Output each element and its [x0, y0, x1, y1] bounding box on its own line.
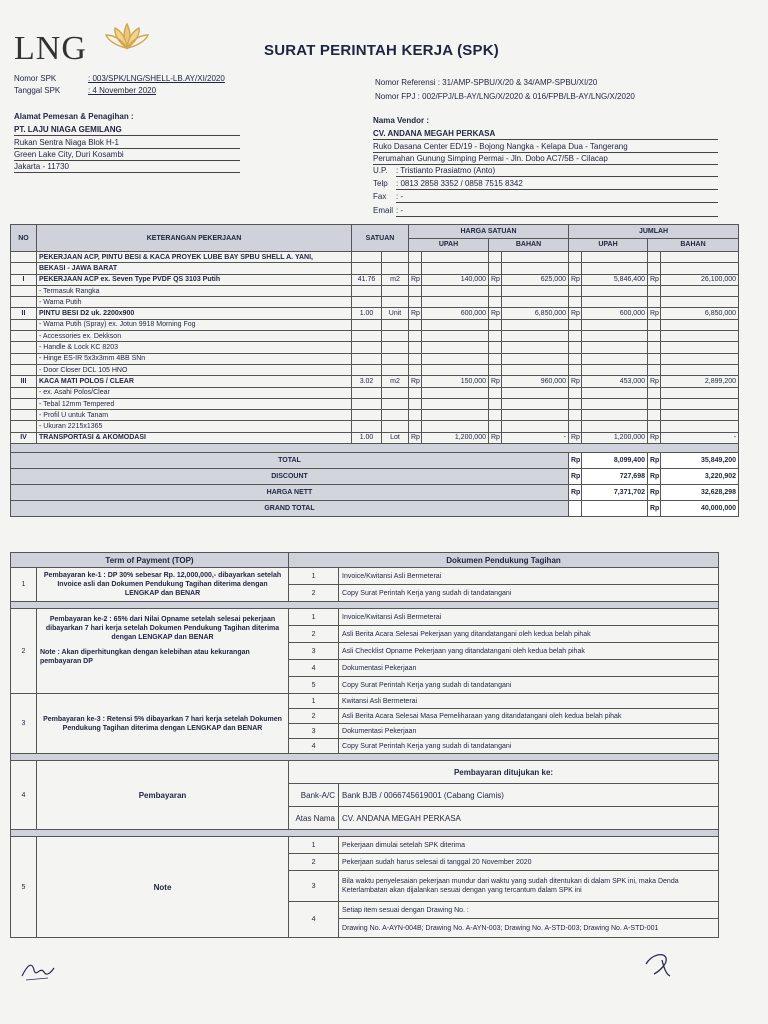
- cell-upah: 600,000: [422, 308, 489, 319]
- payment-destination-header: Pembayaran ditujukan ke:: [289, 761, 719, 784]
- cell-rp3: [569, 353, 582, 364]
- note-item: Drawing No. A-AYN-004B; Drawing No. A-AYN-003; Drawing No. A-STD-003; Drawing No. A-STD-001: [339, 919, 719, 938]
- vendor-signature-icon: [640, 950, 680, 980]
- cell-upah: 150,000: [422, 376, 489, 387]
- total-rp3: [569, 501, 582, 517]
- top-number: 1: [11, 568, 37, 602]
- total-label: HARGA NETT: [11, 485, 569, 501]
- dokumen-item: Kwitansi Asli Bermeterai: [339, 694, 719, 709]
- cell-no: [11, 398, 37, 409]
- cell-qty: [352, 331, 382, 342]
- cell-upah: [422, 364, 489, 375]
- cell-bahan: [502, 410, 569, 421]
- cell-desc: PEKERJAAN ACP ex. Seven Type PVDF QS 3103 Putih: [37, 274, 352, 285]
- table-row: [11, 410, 739, 421]
- cell-rp3: Rp: [569, 274, 582, 285]
- lotus-logo-icon: [102, 22, 152, 50]
- atas-nama-label: Atas Nama: [289, 807, 339, 830]
- cell-rp4: [648, 285, 661, 296]
- cell-upah: [422, 398, 489, 409]
- cell-bahan: 960,000: [502, 376, 569, 387]
- cell-rp2: Rp: [489, 274, 502, 285]
- cell-rp4: [648, 319, 661, 330]
- bank-value: Bank BJB / 0066745619001 (Cabang Ciamis): [339, 784, 719, 807]
- cell-rp2: Rp: [489, 432, 502, 443]
- vendor-label: Nama Vendor :: [373, 116, 430, 125]
- col-jumlah-upah-header: UPAH: [569, 238, 648, 252]
- table-row: [11, 387, 739, 398]
- col-jumlah-header: JUMLAH: [569, 225, 739, 239]
- cell-unit: [382, 364, 409, 375]
- total-row: [11, 501, 739, 517]
- cell-jbahan: [661, 342, 739, 353]
- cell-rp1: [409, 387, 422, 398]
- cell-rp1: [409, 342, 422, 353]
- cell-rp3: [569, 331, 582, 342]
- total-row: [11, 453, 739, 469]
- cell-no: [11, 319, 37, 330]
- cell-bahan: [502, 285, 569, 296]
- cell-desc: - Warna Putih (Spray) ex. Jotun 9918 Morning Fog: [37, 319, 352, 330]
- cell-rp3: [569, 297, 582, 308]
- table-row: [11, 319, 739, 330]
- cell-rp3: [569, 285, 582, 296]
- cell-qty: [352, 398, 382, 409]
- cell-qty: [352, 410, 382, 421]
- col-satuan-header: SATUAN: [352, 225, 409, 252]
- cell-desc: - Profil U untuk Tanam: [37, 410, 352, 421]
- section-number: 5: [11, 837, 37, 938]
- cell-qty: [352, 319, 382, 330]
- cell-jupah: [582, 398, 648, 409]
- nomor-spk-label: Nomor SPK: [14, 74, 57, 83]
- cell-rp2: [489, 410, 502, 421]
- total-rp4: Rp: [648, 453, 661, 469]
- cell-rp1: [409, 398, 422, 409]
- total-jupah: [582, 501, 648, 517]
- section-number: 4: [11, 761, 37, 830]
- total-jbahan: 35,849,200: [661, 453, 739, 469]
- cell-jupah: [582, 285, 648, 296]
- nomor-fpj: Nomor FPJ : 002/FPJ/LB-AY/LNG/X/2020 & 016/FPB/LB-AY/LNG/X/2020: [375, 92, 635, 101]
- total-label: TOTAL: [11, 453, 569, 469]
- cell-upah: [422, 319, 489, 330]
- cell-bahan: [502, 342, 569, 353]
- total-row: [11, 485, 739, 501]
- cell-rp4: [648, 342, 661, 353]
- total-jupah: 727,698: [582, 469, 648, 485]
- cell-bahan: [502, 353, 569, 364]
- company-logo: LNG: [14, 30, 87, 67]
- cell-qty: 3.02: [352, 376, 382, 387]
- cell-unit: [382, 297, 409, 308]
- total-rp4: Rp: [648, 469, 661, 485]
- cell-bahan: [502, 331, 569, 342]
- table-row: [11, 353, 739, 364]
- total-rp3: Rp: [569, 485, 582, 501]
- cell-rp4: [648, 353, 661, 364]
- total-rp3: Rp: [569, 469, 582, 485]
- work-items-table: [10, 224, 739, 517]
- col-keterangan-header: KETERANGAN PEKERJAAN: [37, 225, 352, 252]
- dokumen-item: Dokumentasi Pekerjaan: [339, 724, 719, 739]
- cell-jbahan: [661, 364, 739, 375]
- cell-desc: - Ukuran 2215x1365: [37, 421, 352, 432]
- vendor-email-value: : -: [396, 206, 404, 215]
- cell-desc: - Tebal 12mm Tempered: [37, 398, 352, 409]
- cell-qty: [352, 364, 382, 375]
- cell-rp4: [648, 364, 661, 375]
- tanggal-spk-label: Tanggal SPK: [14, 86, 61, 95]
- cell-no: [11, 364, 37, 375]
- cell-jbahan: [661, 398, 739, 409]
- cell-unit: [382, 353, 409, 364]
- cell-rp2: [489, 342, 502, 353]
- cell-rp4: Rp: [648, 274, 661, 285]
- cell-unit: [382, 319, 409, 330]
- cell-desc: TRANSPORTASI & AKOMODASI: [37, 432, 352, 443]
- dokumen-header: Dokumen Pendukung Tagihan: [289, 553, 719, 568]
- cell-jbahan: -: [661, 432, 739, 443]
- document-title: SURAT PERINTAH KERJA (SPK): [264, 42, 499, 59]
- cell-jbahan: 26,100,000: [661, 274, 739, 285]
- cell-upah: [422, 410, 489, 421]
- table-row: [11, 342, 739, 353]
- total-label: GRAND TOTAL: [11, 501, 569, 517]
- cell-bahan: [502, 297, 569, 308]
- cell-rp3: [569, 364, 582, 375]
- vendor-address: Ruko Dasana Center ED/19 - Bojong Nangka - Kelapa Dua - Tangerang: [373, 142, 628, 151]
- cell-rp4: [648, 331, 661, 342]
- cell-desc: PINTU BESI D2 uk. 2200x900: [37, 308, 352, 319]
- cell-bahan: 625,000: [502, 274, 569, 285]
- cell-bahan: [502, 319, 569, 330]
- cell-unit: Lot: [382, 432, 409, 443]
- cell-upah: 140,000: [422, 274, 489, 285]
- dokumen-item: Invoice/Kwitansi Asli Bermeterai: [339, 568, 719, 585]
- cell-rp4: Rp: [648, 376, 661, 387]
- cell-rp2: [489, 398, 502, 409]
- top-header: Term of Payment (TOP): [11, 553, 289, 568]
- cell-unit: [382, 285, 409, 296]
- cell-bahan: [502, 387, 569, 398]
- cell-qty: [352, 342, 382, 353]
- cell-rp3: [569, 398, 582, 409]
- cell-desc: - Handle & Lock KC 8203: [37, 342, 352, 353]
- cell-jupah: [582, 410, 648, 421]
- vendor-email-label: Email: [373, 206, 394, 215]
- cell-unit: [382, 398, 409, 409]
- cell-rp2: [489, 421, 502, 432]
- pemesan-line: Green Lake City, Duri Kosambi: [14, 150, 124, 159]
- cell-desc: - Door Closer DCL 105 HNO: [37, 364, 352, 375]
- cell-no: I: [11, 274, 37, 285]
- total-jupah: 7,371,702: [582, 485, 648, 501]
- cell-rp1: [409, 331, 422, 342]
- cell-unit: m2: [382, 376, 409, 387]
- cell-qty: [352, 387, 382, 398]
- cell-rp1: Rp: [409, 308, 422, 319]
- cell-rp4: [648, 387, 661, 398]
- cell-jbahan: [661, 353, 739, 364]
- cell-qty: [352, 297, 382, 308]
- cell-rp2: [489, 353, 502, 364]
- cell-rp4: [648, 398, 661, 409]
- note-item: Bila waktu penyelesaian pekerjaan mundur dari waktu yang sudah ditentukan di dalam SPK ini, maka Denda Keterlambatan akan dijalankan sesuai dengan yang tercantum dalam SPK ini: [339, 871, 719, 902]
- cell-rp2: [489, 285, 502, 296]
- cell-qty: [352, 421, 382, 432]
- cell-no: [11, 387, 37, 398]
- col-bahan-header: BAHAN: [489, 238, 569, 252]
- cell-rp4: [648, 297, 661, 308]
- cell-no: III: [11, 376, 37, 387]
- cell-rp1: Rp: [409, 274, 422, 285]
- dokumen-item: Copy Surat Perintah Kerja yang sudah di tandatangani: [339, 677, 719, 694]
- cell-jupah: [582, 421, 648, 432]
- cell-qty: [352, 285, 382, 296]
- dokumen-item: Dokumentasi Pekerjaan: [339, 660, 719, 677]
- table-row: [11, 398, 739, 409]
- vendor-fax-label: Fax: [373, 192, 387, 201]
- pembayaran-label: Pembayaran: [37, 761, 289, 830]
- cell-no: [11, 421, 37, 432]
- cell-rp2: [489, 331, 502, 342]
- col-upah-header: UPAH: [409, 238, 489, 252]
- cell-rp3: Rp: [569, 376, 582, 387]
- cell-rp1: [409, 410, 422, 421]
- cell-bahan: -: [502, 432, 569, 443]
- cell-jbahan: 6,850,000: [661, 308, 739, 319]
- table-row: [11, 364, 739, 375]
- pemesan-line: Rukan Sentra Niaga Blok H-1: [14, 138, 119, 147]
- cell-jupah: 600,000: [582, 308, 648, 319]
- note-item: Pekerjaan dimulai setelah SPK diterima: [339, 837, 719, 854]
- note-item: Pekerjaan sudah harus selesai di tanggal 20 November 2020: [339, 854, 719, 871]
- dokumen-item: Copy Surat Perintah Kerja yang sudah di tandatangani: [339, 739, 719, 754]
- col-no-header: NO: [11, 225, 37, 252]
- cell-desc: - Accessories ex. Dekkson: [37, 331, 352, 342]
- cell-jupah: 5,846,400: [582, 274, 648, 285]
- table-row: [11, 285, 739, 296]
- total-rp4: Rp: [648, 501, 661, 517]
- cell-rp2: Rp: [489, 376, 502, 387]
- top-term-2: Pembayaran ke-2 : 65% dari Nilai Opname setelah selesai pekerjaan dibayarkan 7 hari kerja setelah Dokumen Pendukung Tagihan diterima dengan LENGKAP dan BENAR Note : Akan diperhitungkan dengan kelebihan atau kekurangan pembayaran DP: [37, 609, 289, 694]
- table-row: [11, 376, 739, 387]
- cell-upah: [422, 421, 489, 432]
- cell-upah: [422, 342, 489, 353]
- cell-qty: [352, 353, 382, 364]
- project-title: PEKERJAAN ACP, PINTU BESI & KACA PROYEK LUBE BAY SPBU SHELL A. YANI,: [37, 252, 352, 263]
- dokumen-item: Asli Checklist Opname Pekerjaan yang ditandatangani oleh kedua belah pihak: [339, 643, 719, 660]
- cell-no: [11, 331, 37, 342]
- vendor-telp-value: : 0813 2858 3352 / 0858 7515 8342: [396, 179, 523, 188]
- total-rp4: Rp: [648, 485, 661, 501]
- total-row: [11, 469, 739, 485]
- cell-bahan: 6,850,000: [502, 308, 569, 319]
- vendor-name: CV. ANDANA MEGAH PERKASA: [373, 129, 496, 138]
- note-item: Setiap item sesuai dengan Drawing No. :: [339, 902, 719, 919]
- cell-unit: [382, 410, 409, 421]
- initial-signature-icon: [18, 958, 58, 984]
- cell-rp1: [409, 353, 422, 364]
- cell-jupah: [582, 342, 648, 353]
- cell-rp2: [489, 319, 502, 330]
- total-jbahan: 3,220,902: [661, 469, 739, 485]
- nomor-referensi: Nomor Referensi : 31/AMP-SPBU/X/20 & 34/AMP-SPBU/XI/20: [375, 78, 598, 87]
- cell-unit: [382, 331, 409, 342]
- cell-no: [11, 353, 37, 364]
- cell-jupah: 453,000: [582, 376, 648, 387]
- cell-jupah: [582, 319, 648, 330]
- cell-desc: - Warna Putih: [37, 297, 352, 308]
- cell-no: [11, 342, 37, 353]
- cell-rp4: [648, 421, 661, 432]
- cell-no: [11, 410, 37, 421]
- cell-rp3: [569, 342, 582, 353]
- pemesan-name: PT. LAJU NIAGA GEMILANG: [14, 125, 122, 134]
- cell-rp4: Rp: [648, 432, 661, 443]
- cell-no: [11, 285, 37, 296]
- atas-nama-value: CV. ANDANA MEGAH PERKASA: [339, 807, 719, 830]
- vendor-up-value: : Tristianto Prasiatmo (Anto): [396, 166, 496, 175]
- cell-jupah: 1,200,000: [582, 432, 648, 443]
- table-row: [11, 421, 739, 432]
- cell-rp1: [409, 297, 422, 308]
- cell-upah: [422, 285, 489, 296]
- cell-unit: Unit: [382, 308, 409, 319]
- cell-unit: [382, 342, 409, 353]
- dokumen-item: Asli Berita Acara Selesai Masa Pemeliharaan yang ditandatangani oleh kedua belah pihak: [339, 709, 719, 724]
- table-row: [11, 274, 739, 285]
- cell-qty: 41.76: [352, 274, 382, 285]
- cell-rp3: [569, 319, 582, 330]
- cell-rp2: [489, 297, 502, 308]
- cell-no: IV: [11, 432, 37, 443]
- cell-desc: - ex. Asahi Polos/Clear: [37, 387, 352, 398]
- top-number: 3: [11, 694, 37, 754]
- cell-upah: 1,200,000: [422, 432, 489, 443]
- cell-rp2: [489, 387, 502, 398]
- cell-rp3: Rp: [569, 308, 582, 319]
- vendor-address: Perumahan Gunung Simping Permai - Jln. Dobo AC7/5B - Cilacap: [373, 154, 608, 163]
- vendor-telp-label: Telp: [373, 179, 388, 188]
- cell-rp3: [569, 410, 582, 421]
- cell-jbahan: [661, 285, 739, 296]
- top-term-1: Pembayaran ke-1 : DP 30% sebesar Rp. 12,000,000,- dibayarkan setelah Invoice asli dan Dokumen Pendukung Tagihan diterima dengan LENGKAP dan BENAR: [37, 568, 289, 602]
- dokumen-item: Asli Berita Acara Selesai Pekerjaan yang ditandatangani oleh kedua belah pihak: [339, 626, 719, 643]
- pemesan-line: Jakarta - 11730: [14, 162, 69, 171]
- cell-desc: - Termasuk Rangka: [37, 285, 352, 296]
- cell-rp3: [569, 421, 582, 432]
- table-row: [11, 308, 739, 319]
- cell-rp1: [409, 364, 422, 375]
- top-term-3: Pembayaran ke-3 : Retensi 5% dibayarkan 7 hari kerja setelah Dokumen Pendukung Tagihan diterima dengan LENGKAP dan BENAR: [37, 694, 289, 754]
- total-jbahan: 32,628,298: [661, 485, 739, 501]
- cell-rp1: Rp: [409, 376, 422, 387]
- cell-desc: KACA MATI POLOS / CLEAR: [37, 376, 352, 387]
- vendor-fax-value: : -: [396, 192, 404, 201]
- cell-bahan: [502, 398, 569, 409]
- cell-qty: 1.00: [352, 432, 382, 443]
- cell-jupah: [582, 364, 648, 375]
- total-jupah: 8,099,400: [582, 453, 648, 469]
- cell-upah: [422, 297, 489, 308]
- top-number: 2: [11, 609, 37, 694]
- cell-rp1: Rp: [409, 432, 422, 443]
- cell-jupah: [582, 387, 648, 398]
- cell-jbahan: [661, 387, 739, 398]
- cell-jbahan: [661, 297, 739, 308]
- cell-jbahan: [661, 331, 739, 342]
- cell-rp1: [409, 319, 422, 330]
- cell-rp1: [409, 421, 422, 432]
- cell-unit: [382, 421, 409, 432]
- nomor-spk-value: : 003/SPK/LNG/SHELL-LB.AY/XI/2020: [88, 74, 225, 83]
- cell-rp2: Rp: [489, 308, 502, 319]
- total-jbahan: 40,000,000: [661, 501, 739, 517]
- cell-qty: 1.00: [352, 308, 382, 319]
- cell-rp4: Rp: [648, 308, 661, 319]
- col-jumlah-bahan-header: BAHAN: [648, 238, 739, 252]
- cell-jbahan: [661, 319, 739, 330]
- cell-jbahan: 2,899,200: [661, 376, 739, 387]
- cell-no: [11, 297, 37, 308]
- total-label: DISCOUNT: [11, 469, 569, 485]
- cell-jbahan: [661, 421, 739, 432]
- cell-rp4: [648, 410, 661, 421]
- table-row: [11, 432, 739, 443]
- cell-no: II: [11, 308, 37, 319]
- table-row: [11, 331, 739, 342]
- cell-rp3: Rp: [569, 432, 582, 443]
- cell-bahan: [502, 364, 569, 375]
- cell-rp2: [489, 364, 502, 375]
- cell-upah: [422, 387, 489, 398]
- bank-label: Bank-A/C: [289, 784, 339, 807]
- cell-rp3: [569, 387, 582, 398]
- payment-terms-table: Term of Payment (TOP) Dokumen Pendukung Tagihan 1 Pembayaran ke-1 : DP 30% sebesar Rp. 12,000,000,- dibayarkan setelah Invoice asli dan Dokumen Pendukung Tagihan diterima dengan LENGKAP dan BENAR 1 Invoice/Kwitansi Asli Bermeterai 2 Copy Surat Perintah Kerja yang sudah di tandatangani 2 Pembayaran ke-2 : 65% dari Nilai Opname setelah selesai pekerjaan dibayarkan 7 hari kerja setelah Dokumen Pendukung Tagihan diterima dengan LENGKAP dan BENAR Note : Akan diperhitungkan dengan kelebihan atau kekurangan pembayaran DP 1 Invoice/Kwitansi Asli Bermeterai 2 Asli Berita Acara Selesai Pekerjaan yang ditandatangani oleh kedua belah pihak 3 Asli Checklist Opname Pekerjaan yang ditandatangani oleh kedua belah pihak 4 Dokumentasi Pekerjaan 5 Copy Surat Perintah Kerja yang sudah di tandatangani 3 Pembayaran ke-3 : Retensi 5% dibayarkan 7 hari kerja setelah Dokumen Pendukung Tagihan diterima dengan LENGKAP dan BENAR 1 Kwitansi Asli Bermeterai 2 Asli Berita Acara Selesai Masa Pemeliharaan yang ditandatangani oleh kedua belah pihak 3 Dokumentasi Pekerjaan 4 Copy Surat Perintah Kerja yang sudah di tandatangani 4 Pembayaran Pembayaran ditujukan ke: Bank-A/C Bank BJB / 0066745619001 (Cabang Ciamis) Atas Nama CV. ANDANA MEGAH PERKASA 5 Note 1 Pekerjaan dimulai setelah SPK diterima 2 Pekerjaan sudah harus selesai di tanggal 20 November 2020 3 Bila waktu penyelesaian pekerjaan mundur dari waktu yang sudah ditentukan di dalam SPK ini, maka Denda Keterlambatan akan dijalankan sesuai dengan yang tercantum dalam SPK ini 4 Setiap item sesuai dengan Drawing No. : Drawing No. A-AYN-004B; Drawing No. A-AYN-003; Drawing No. A-STD-003; Drawing No. A-STD-001: [10, 552, 719, 938]
- cell-desc: - Hinge ES-IR 5x3x3mm 4BB SNn: [37, 353, 352, 364]
- cell-bahan: [502, 421, 569, 432]
- total-rp3: Rp: [569, 453, 582, 469]
- cell-upah: [422, 331, 489, 342]
- cell-upah: [422, 353, 489, 364]
- cell-jupah: [582, 297, 648, 308]
- cell-rp1: [409, 285, 422, 296]
- cell-unit: m2: [382, 274, 409, 285]
- col-harga-satuan-header: HARGA SATUAN: [409, 225, 569, 239]
- dokumen-item: Invoice/Kwitansi Asli Bermeterai: [339, 609, 719, 626]
- cell-jupah: [582, 353, 648, 364]
- cell-unit: [382, 387, 409, 398]
- note-label: Note: [37, 837, 289, 938]
- tanggal-spk-value: : 4 November 2020: [88, 86, 157, 95]
- cell-jbahan: [661, 410, 739, 421]
- vendor-up-label: U.P.: [373, 166, 388, 175]
- dokumen-item: Copy Surat Perintah Kerja yang sudah di tandatangani: [339, 585, 719, 602]
- cell-jupah: [582, 331, 648, 342]
- pemesan-label: Alamat Pemesan & Penagihan :: [14, 112, 134, 121]
- project-location: BEKASI - JAWA BARAT: [37, 263, 352, 274]
- table-row: [11, 297, 739, 308]
